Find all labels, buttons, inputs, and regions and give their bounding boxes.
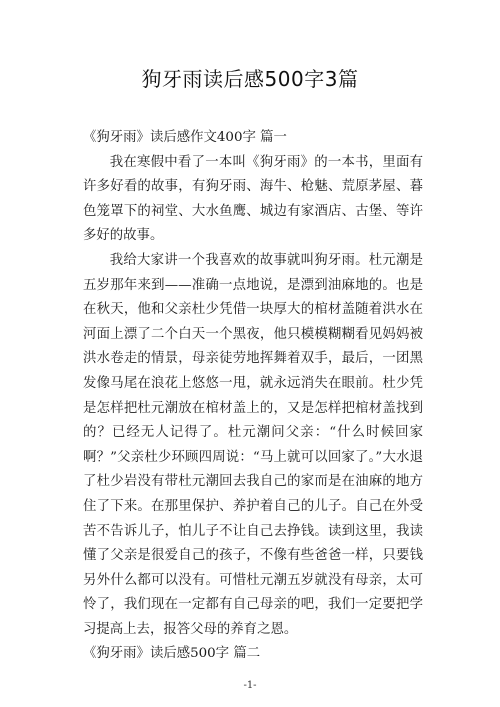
page-number: -1- [243, 680, 257, 691]
page-title: 狗牙雨读后感500字3篇 [141, 67, 359, 91]
paragraph-1: 我在寒假中看了一本叫《狗牙雨》的一本书，里面有许多好看的故事，有狗牙雨、海牛、枪魅、荒原茅屋、暮色笼罩下的祠堂、大水鱼鹰、城边有家酒店、古堡、等许多好的故事。 [83, 154, 423, 244]
section-heading-1: 《狗牙雨》读后感作文400字 篇一 [83, 130, 287, 145]
paragraph-2: 我给大家讲一个我喜欢的故事就叫狗牙雨。杜元潮是五岁那年来到——准确一点地说，是漂到油麻地的。也是在秋天，他和父亲杜少凭借一块厚大的棺材盖随着洪水在河面上漂了二个白天一个黑夜，他只模模糊糊看见妈妈被洪水卷走的情景，母亲徒劳地挥舞着双手，最后，一团黑发像马尾在浪花上悠悠一甩，就永远消失在眼前。杜少凭是怎样把杜元潮放在棺材盖上的，又是怎样把棺材盖找到的？已经无人记得了。杜元潮问父亲：“什么时候回家啊？”父亲杜少环顾四周说：“马上就可以回家了。”大水退了杜少岩没有带杜元潮回去我自己的家而是在油麻的地方住了下来。在那里保护、养护着自己的儿子。自己在外受苦不告诉儿子，怕儿子不让自己去挣钱。读到这里，我读懂了父亲是很爱自己的孩子，不像有些爸爸一样，只要钱另外什么都可以没有。可惜杜元潮五岁就没有母亲，太可怜了，我们现在一定都有自己母亲的吧，我们一定要把学习提高上去，报答父母的养育之恩。 [83, 252, 423, 637]
section-heading-2: 《狗牙雨》读后感500字 篇二 [83, 646, 261, 662]
document-body [83, 126, 423, 667]
